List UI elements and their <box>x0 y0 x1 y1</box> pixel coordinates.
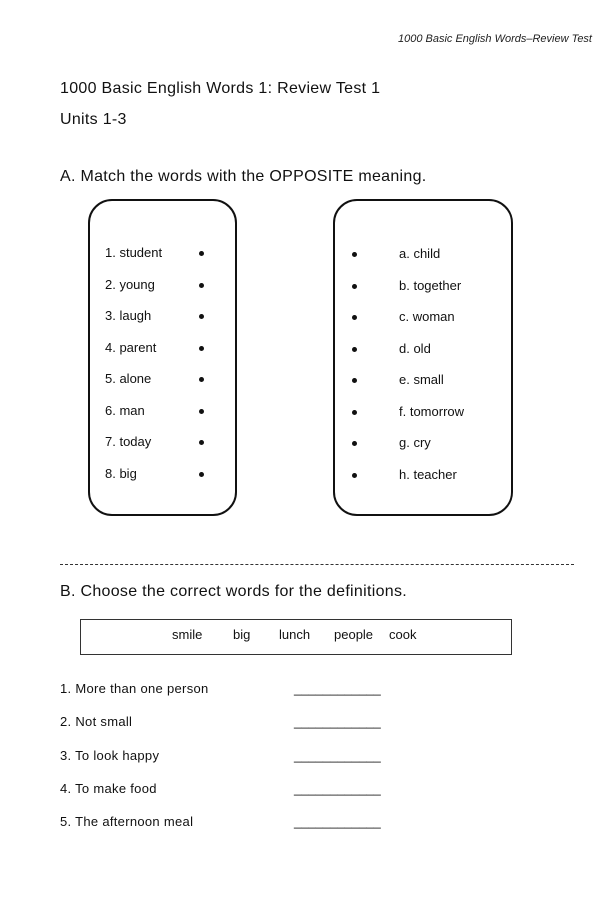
match-dot[interactable] <box>352 441 357 446</box>
match-left-item <box>105 244 215 276</box>
match-dot[interactable] <box>352 378 357 383</box>
answer-blank[interactable]: ____________ <box>294 681 381 696</box>
match-left-item <box>105 402 215 434</box>
match-right-label: c. woman <box>399 309 455 324</box>
match-right-label: g. cry <box>399 435 431 450</box>
section-b-title: B. Choose the correct words for the definitions. <box>60 583 408 600</box>
worksheet-subtitle: Units 1-3 <box>60 111 127 128</box>
match-left-label: 3. laugh <box>105 308 152 323</box>
word-bank <box>80 619 512 655</box>
match-right-item <box>350 308 490 340</box>
section-a-title: A. Match the words with the OPPOSITE meaning. <box>60 168 427 185</box>
match-right-item <box>350 245 490 277</box>
match-dot[interactable] <box>352 315 357 320</box>
answer-blank[interactable]: ____________ <box>294 780 381 796</box>
definition-item <box>60 714 400 747</box>
match-dot[interactable] <box>199 377 204 382</box>
definition-text: 3. To look happy <box>60 747 160 763</box>
match-left-item <box>105 339 215 371</box>
match-dot[interactable] <box>199 346 204 351</box>
match-dot[interactable] <box>199 440 204 445</box>
word-bank-item: people <box>334 627 374 642</box>
match-left-label: 6. man <box>105 402 145 418</box>
match-right-label: e. small <box>399 372 444 387</box>
word-bank-item: big <box>233 627 251 642</box>
match-right-label: f. tomorrow <box>399 403 465 419</box>
definition-list <box>60 681 400 847</box>
page-header: 1000 Basic English Words–Review Test <box>397 33 592 45</box>
word-bank-item: lunch <box>279 627 311 642</box>
definition-item <box>60 681 400 714</box>
definition-text: 4. To make food <box>60 780 157 796</box>
section-divider <box>60 564 574 565</box>
match-dot[interactable] <box>199 314 204 319</box>
match-dot[interactable] <box>352 284 357 289</box>
definition-item <box>60 814 400 847</box>
definition-text: 5. The afternoon meal <box>60 814 194 830</box>
match-left-item <box>105 465 215 497</box>
match-left-item <box>105 276 215 308</box>
match-dot[interactable] <box>199 472 204 477</box>
definition-item <box>60 748 400 781</box>
word-bank-item: smile <box>172 627 203 642</box>
match-right-item <box>350 403 490 435</box>
match-right-item <box>350 340 490 372</box>
match-left-label: 5. alone <box>105 371 152 386</box>
worksheet-title: 1000 Basic English Words 1: Review Test 1 <box>60 80 381 97</box>
match-left-item <box>105 370 215 402</box>
left-word-list <box>105 244 215 496</box>
match-dot[interactable] <box>199 251 204 256</box>
answer-blank[interactable]: ____________ <box>294 747 381 763</box>
match-left-item <box>105 307 215 339</box>
match-dot[interactable] <box>199 283 204 288</box>
match-dot[interactable] <box>352 252 357 257</box>
answer-blank[interactable]: ____________ <box>294 714 381 730</box>
match-dot[interactable] <box>199 409 204 414</box>
match-left-item <box>105 433 215 465</box>
match-left-label: 1. student <box>105 245 163 260</box>
match-left-label: 2. young <box>105 276 155 292</box>
word-bank-item: cook <box>389 627 417 642</box>
match-dot[interactable] <box>352 410 357 415</box>
right-word-list <box>350 245 490 497</box>
match-right-item <box>350 466 490 498</box>
match-left-label: 4. parent <box>105 339 157 355</box>
match-right-label: d. old <box>399 340 431 356</box>
match-right-item <box>350 434 490 466</box>
match-left-label: 8. big <box>105 465 137 481</box>
match-dot[interactable] <box>352 347 357 352</box>
definition-item <box>60 781 400 814</box>
definition-text: 2. Not small <box>60 714 133 730</box>
match-dot[interactable] <box>352 473 357 478</box>
match-left-label: 7. today <box>105 434 152 449</box>
match-right-label: h. teacher <box>399 466 457 482</box>
answer-blank[interactable]: ____________ <box>294 814 381 830</box>
definition-text: 1. More than one person <box>60 681 209 696</box>
match-right-label: b. together <box>399 277 462 293</box>
match-right-item <box>350 371 490 403</box>
match-right-item <box>350 277 490 309</box>
match-right-label: a. child <box>399 246 441 261</box>
